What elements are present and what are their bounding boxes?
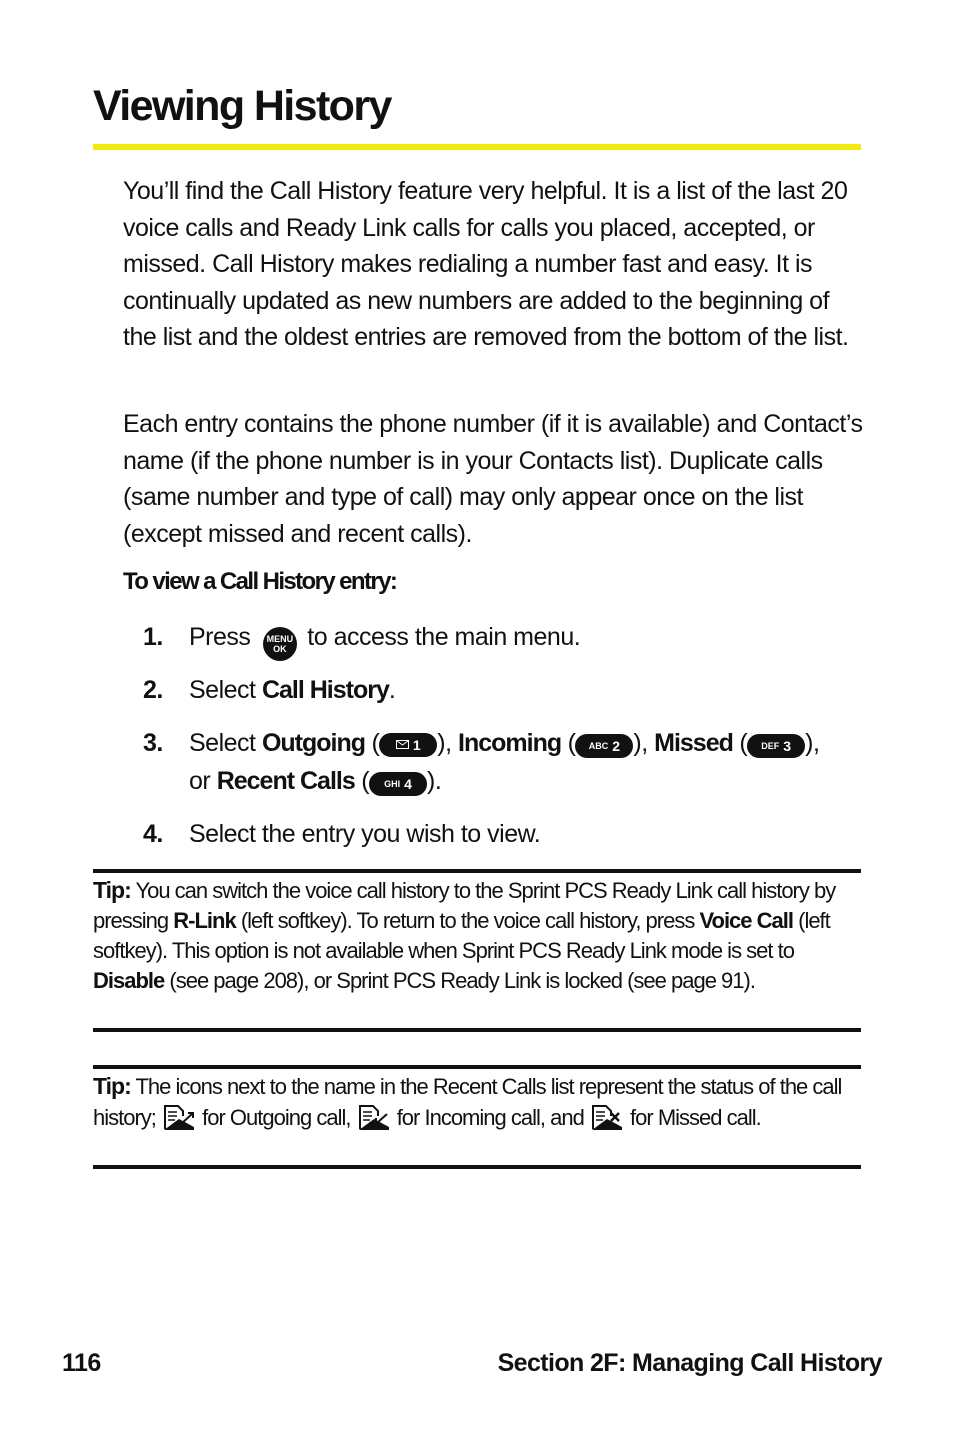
step-text-part: ). (427, 767, 442, 795)
menu-item-incoming: Incoming (458, 729, 562, 757)
section-title: Section 2F: Managing Call History (497, 1349, 882, 1377)
step-text-part: Press (189, 623, 257, 651)
tip-text: You can switch the voice call history to the Sprint PCS Ready Link call history by pressing (93, 878, 836, 933)
intro-paragraph: You’ll find the Call History feature very helpful. It is a list of the last 20 voice calls and Ready Link calls for calls you placed, accepted, or missed. Call History makes redialing a number fast and easy. It is continually updated as new numbers are added to the beginning of the list and the oldest entries are removed from the bottom of the list. (123, 177, 849, 352)
step-text-part: ), (437, 729, 459, 757)
step-text-part: Select (189, 729, 262, 757)
tip-label: Tip: (93, 1073, 131, 1099)
menu-item-missed: Missed (654, 729, 733, 757)
menu-item-recent-calls: Recent Calls (216, 767, 355, 795)
page-title: Viewing History (93, 82, 391, 130)
key-2-icon (575, 734, 633, 758)
tip-top-rule (93, 869, 861, 873)
step-number: 1. (143, 623, 163, 651)
softkey-rlink: R-Link (173, 908, 236, 933)
procedure-heading: To view a Call History entry: (123, 568, 397, 595)
tip-label: Tip: (93, 877, 131, 903)
menu-item-outgoing: Outgoing (261, 729, 366, 757)
tip-icons (93, 1071, 861, 1133)
envelope-icon (396, 740, 409, 749)
incoming-call-icon (356, 1102, 392, 1132)
step-text: Select Outgoing ( 1 ), Incoming ( ABC 2 ), Missed ( DEF 3 ), or Recent Calls ( GHI 4 ). (189, 724, 869, 800)
tip-bottom-rule (93, 1165, 861, 1169)
entry-paragraph: Each entry contains the phone number (if it is available) and Contact’s name (if the phone number is in your Contacts list). Duplicate calls (same number and type of call) may only appear once on the list (except missed and recent calls). (123, 410, 863, 548)
key-label: 1 (412, 736, 421, 753)
tip-text: for Missed call. (624, 1105, 761, 1130)
setting-disable: Disable (93, 968, 165, 993)
tip-text: (see page 208), or Sprint PCS Ready Link is locked (see page 91). (164, 968, 755, 993)
key-label: 3 (783, 738, 792, 754)
tip-text: for Outgoing call, (197, 1105, 356, 1130)
menu-item-call-history: Call History (261, 676, 389, 704)
key-4-icon (369, 772, 427, 796)
key-label: 2 (612, 738, 621, 754)
step-number: 4. (143, 820, 163, 848)
key-label: 4 (404, 776, 412, 792)
step-number: 3. (143, 729, 163, 757)
key-label: DEF (761, 741, 780, 751)
key-3-icon (747, 734, 805, 758)
key-label: GHI (384, 779, 401, 789)
tip-text: for Incoming call, and (391, 1105, 589, 1130)
tip-text: The icons next to the name in the Recent Calls list represent the status of the call history; (93, 1074, 842, 1130)
step-text-part: . (388, 676, 396, 704)
tip-text: (left softkey). To return to the voice call history, press (235, 908, 700, 933)
tip-rlink (93, 875, 861, 996)
step-text-part: to access the main menu. (300, 623, 581, 651)
tip-text: (left softkey). This option is not available when Sprint PCS Ready Link mode is set to (93, 908, 830, 963)
step-text-part: ), (805, 729, 820, 757)
title-underline (93, 144, 861, 150)
key-1-icon (379, 733, 437, 757)
page-number: 116 (62, 1349, 101, 1377)
key-label: ABC (588, 741, 609, 751)
outgoing-call-icon (161, 1102, 197, 1132)
key-label: MENU (266, 634, 294, 644)
step-text-part: or (189, 767, 217, 795)
tip-top-rule (93, 1065, 861, 1069)
softkey-voice-call: Voice Call (699, 908, 793, 933)
menu-ok-key-icon (263, 627, 297, 661)
step-text-part: Select (189, 676, 262, 704)
step-text (189, 671, 869, 709)
key-label: OK (273, 644, 287, 654)
step-number: 2. (143, 676, 163, 704)
step-text-part: ), (633, 729, 655, 757)
step-text (189, 618, 869, 661)
missed-call-icon (589, 1102, 625, 1132)
tip-bottom-rule (93, 1028, 861, 1032)
step-text: Select the entry you wish to view. (189, 820, 541, 848)
